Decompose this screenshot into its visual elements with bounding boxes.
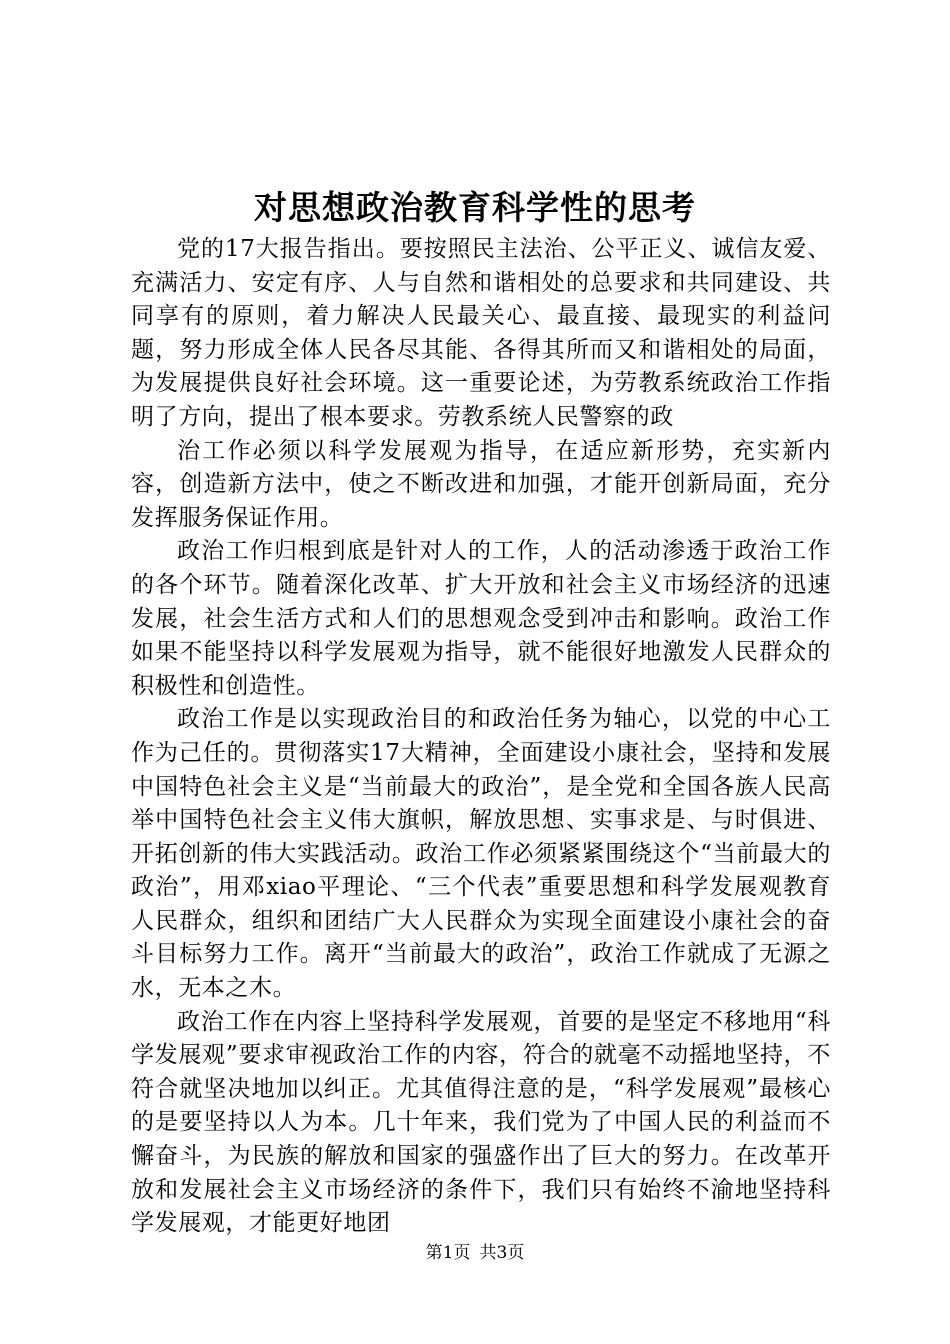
document-body (131, 233, 831, 1241)
page-footer (0, 1241, 950, 1265)
paragraph-4: 政治工作是以实现政治目的和政治任务为轴心，以党的中心工作为己任的。贯彻落实17大精神，全面建设小康社会，坚持和发展中国特色社会主义是“当前最大的政治”，是全党和全国各族人民高举中国特色社会主义伟大旗帜，解放思想、实事求是、与时俱进、开拓创新的伟大实践活动。政治工作必须紧紧围绕这个“当前最大的政治”，用邓xiao平理论、“三个代表”重要思想和科学发展观教育人民群众，组织和团结广大人民群众为实现全面建设小康社会的奋斗目标努力工作。离开“当前最大的政治”，政治工作就成了无源之水，无本之木。 (131, 706, 831, 1002)
paragraph-2: 治工作必须以科学发展观为指导，在适应新形势，充实新内容，创造新方法中，使之不断改进和加强，才能开创新局面，充分发挥服务保证作用。 (131, 437, 831, 531)
document-title: 对思想政治教育科学性的思考 (254, 188, 696, 227)
paragraph-1: 党的17大报告指出。要按照民主法治、公平正义、诚信友爱、充满活力、安定有序、人与自然和谐相处的总要求和共同建设、共同享有的原则，着力解决人民最关心、最直接、最现实的利益问题，努力形成全体人民各尽其能、各得其所而又和谐相处的局面，为发展提供良好社会环境。这一重要论述，为劳教系统政治工作指明了方向，提出了根本要求。劳教系统人民警察的政 (131, 236, 831, 430)
paragraph-5: 政治工作在内容上坚持科学发展观，首要的是坚定不移地用“科学发展观”要求审视政治工作的内容，符合的就毫不动摇地坚持，不符合就坚决地加以纠正。尤其值得注意的是，“科学发展观”最核心的是要坚持以人为本。几十年来，我们党为了中国人民的利益而不懈奋斗，为民族的解放和国家的强盛作出了巨大的努力。在改革开放和发展社会主义市场经济的条件下，我们只有始终不渝地坚持科学发展观，才能更好地团 (131, 1008, 831, 1237)
page-number: 第1页 (425, 1243, 471, 1263)
paragraph-3: 政治工作归根到底是针对人的工作，人的活动渗透于政治工作的各个环节。随着深化改革、扩大开放和社会主义市场经济的迅速发展，社会生活方式和人们的思想观念受到冲击和影响。政治工作如果不能坚持以科学发展观为指导，就不能很好地激发人民群众的积极性和创造性。 (131, 538, 831, 699)
page-total: 共3页 (479, 1243, 525, 1263)
